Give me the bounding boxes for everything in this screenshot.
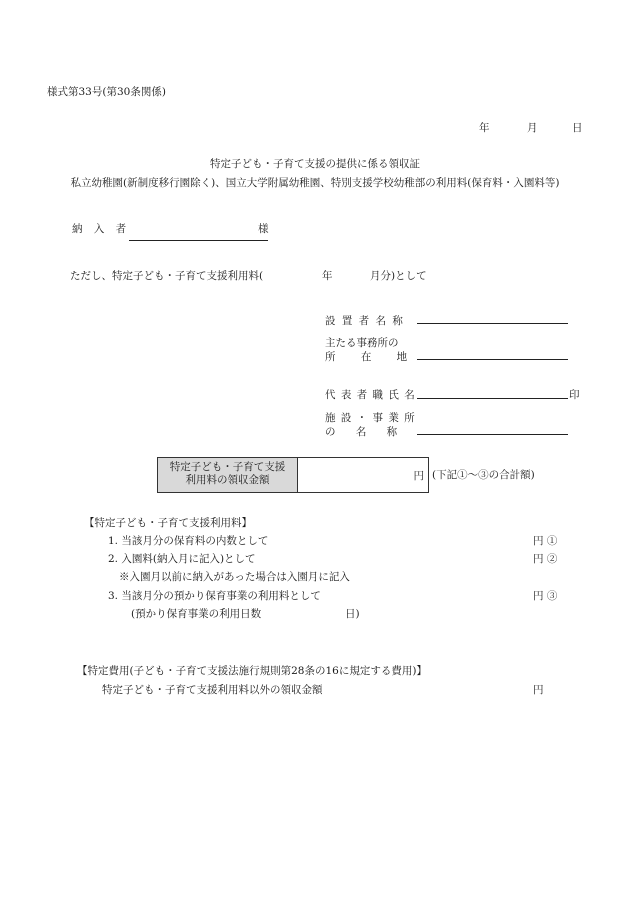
date-day-label: 日 (572, 122, 583, 134)
office-address-line (417, 359, 568, 360)
fee-item-3-unit: 円 ③ (533, 590, 558, 602)
payer-name-line (129, 240, 268, 241)
office-label-line1: 主たる事務所の (325, 337, 399, 349)
founder-name-label: 設 置 者 名 称 (325, 315, 403, 327)
date-month-label: 月 (527, 122, 538, 134)
fee-item-2: 2. 入園料(納入月に記入)として (108, 553, 256, 565)
fee-item-note: ※入園月以前に納入があった場合は入園月に記入 (119, 571, 350, 583)
special-costs-unit: 円 (533, 684, 544, 696)
facility-label-line1: 施 設 ・ 事 業 所 (325, 412, 415, 424)
document-title: 特定子ども・子育て支援の提供に係る領収証 (210, 158, 420, 170)
seal-mark: 印 (569, 389, 580, 401)
representative-label: 代 表 者 職 氏 名 (325, 389, 415, 401)
facility-label-line2: の 名 称 (325, 426, 398, 438)
received-amount-label (158, 458, 298, 492)
special-costs-heading: 【特定費用(子ども・子育て支援法施行規則第28条の16に規定する費用)】 (77, 665, 427, 677)
childcare-days-unit: 日) (345, 608, 360, 620)
amount-note: (下記①～③の合計額) (432, 469, 535, 481)
document-subtitle: 私立幼稚園(新制度移行園除く)、国立大学附属幼稚園、特別支援学校幼稚部の利用料(保育料・入園料等) (70, 177, 560, 189)
founder-name-line (417, 323, 568, 324)
proviso-month: 月分)として (370, 270, 427, 282)
fee-item-2-unit: 円 ② (533, 553, 558, 565)
fee-item-3: 3. 当該月分の預かり保育事業の利用料として (108, 590, 321, 602)
date-year-label: 年 (479, 122, 490, 134)
proviso-prefix: ただし、特定子ども・子育て支援利用料( (70, 270, 264, 282)
amount-label-line2: 利用料の領収金額 (185, 474, 270, 486)
representative-line (417, 398, 568, 399)
payer-suffix: 様 (258, 223, 269, 235)
fees-heading: 【特定子ども・子育て支援利用料】 (84, 517, 252, 529)
fee-item-1-unit: 円 ① (533, 535, 558, 547)
proviso-year: 年 (322, 270, 333, 282)
office-label-line2: 所 在 地 (325, 351, 408, 363)
form-number: 様式第33号(第30条関係) (47, 86, 166, 98)
amount-label-line1: 特定子ども・子育て支援 (169, 461, 286, 473)
childcare-days-label: (預かり保育事業の利用日数 (131, 608, 262, 620)
payer-label: 納 入 者 (72, 223, 127, 235)
facility-name-line (417, 434, 568, 435)
received-amount-box (157, 457, 429, 493)
fee-item-1: 1. 当該月分の保育料の内数として (108, 535, 269, 547)
amount-unit: 円 (413, 470, 424, 482)
special-costs-line: 特定子ども・子育て支援利用料以外の領収金額 (102, 684, 323, 696)
